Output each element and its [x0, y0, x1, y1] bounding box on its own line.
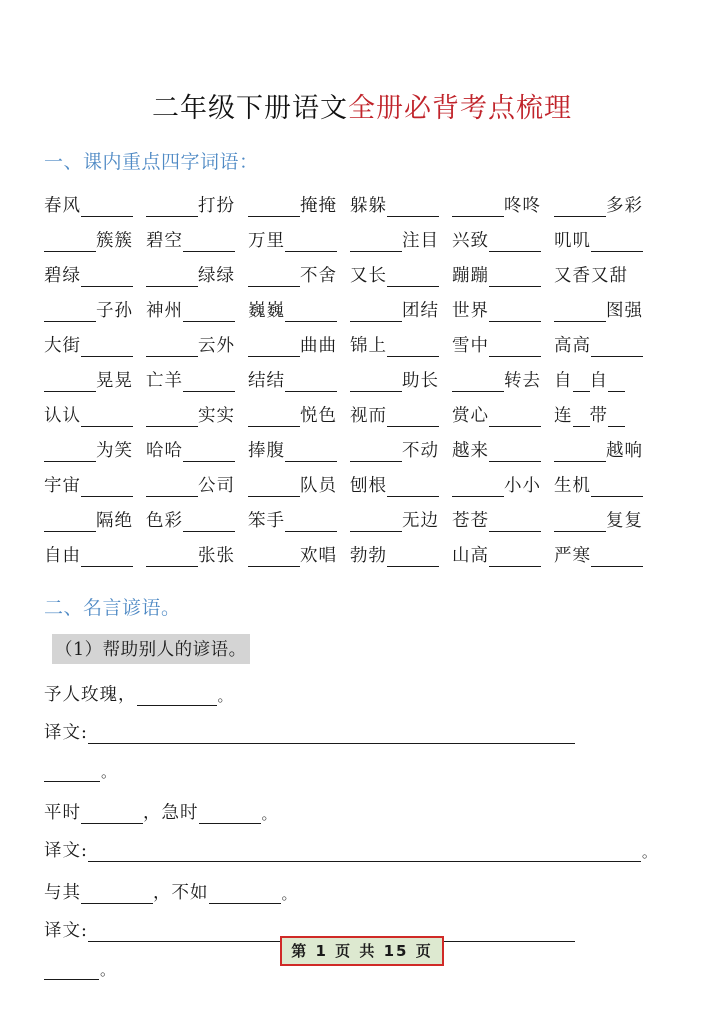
word-row	[44, 462, 680, 497]
proverb-3-mid: ，不如	[153, 883, 209, 903]
translation-label-1: 译文:	[44, 723, 88, 743]
word-blank[interactable]	[452, 200, 504, 217]
word-blank[interactable]	[489, 410, 541, 427]
proverb-block-2	[44, 786, 680, 862]
word-blank[interactable]	[81, 480, 133, 497]
word-blank[interactable]	[387, 270, 439, 287]
word-cell	[452, 332, 541, 357]
word-blank[interactable]	[452, 480, 504, 497]
word-row	[44, 287, 680, 322]
word-text: 越来	[452, 441, 489, 461]
word-cell	[554, 332, 643, 357]
word-cell	[554, 192, 643, 217]
word-blank[interactable]	[285, 375, 337, 392]
proverb-3-blank-2[interactable]	[209, 888, 281, 904]
translation-period-2: 。	[641, 843, 657, 861]
word-text: 小小	[504, 476, 541, 496]
word-text: 越响	[606, 441, 643, 461]
word-cell	[554, 262, 628, 287]
translation-label-2: 译文:	[44, 841, 88, 861]
word-text: 认认	[44, 406, 81, 426]
word-cell	[452, 542, 541, 567]
word-blank[interactable]	[248, 340, 300, 357]
proverb-3-line	[44, 866, 680, 904]
word-text: 世界	[452, 301, 489, 321]
word-cell	[44, 437, 133, 462]
translation-blank-2[interactable]	[88, 846, 641, 862]
word-blank[interactable]	[608, 410, 625, 427]
word-text: 团结	[402, 301, 439, 321]
word-cell	[452, 297, 541, 322]
word-text: 赏心	[452, 406, 489, 426]
word-cell	[248, 192, 337, 217]
word-cell	[452, 227, 541, 252]
word-blank[interactable]	[554, 445, 606, 462]
word-text: 叽叽	[554, 231, 591, 251]
word-cell	[350, 227, 439, 252]
proverb-1-translation-line	[44, 706, 680, 744]
word-text: 色彩	[146, 511, 183, 531]
word-text: 自	[554, 371, 573, 391]
word-cell	[146, 472, 235, 497]
word-text: 公司	[198, 476, 235, 496]
word-blank[interactable]	[248, 270, 300, 287]
proverb-2-blank-2[interactable]	[199, 808, 261, 824]
word-text: 万里	[248, 231, 285, 251]
word-cell	[554, 507, 643, 532]
word-cell	[146, 227, 235, 252]
page-title	[44, 86, 680, 125]
word-cell	[452, 472, 541, 497]
word-blank[interactable]	[248, 550, 300, 567]
word-blank[interactable]	[489, 445, 541, 462]
word-blank[interactable]	[591, 480, 643, 497]
word-text: 苍苍	[452, 511, 489, 531]
word-text: 结结	[248, 371, 285, 391]
word-blank[interactable]	[81, 410, 133, 427]
word-text: 锦上	[350, 336, 387, 356]
proverb-2-mid: ，急时	[143, 803, 199, 823]
word-cell	[350, 367, 439, 392]
word-cell	[554, 367, 625, 392]
word-text: 春风	[44, 196, 81, 216]
word-blank[interactable]	[81, 270, 133, 287]
word-text: 自	[589, 371, 608, 391]
word-cell	[248, 472, 337, 497]
word-text: 复复	[606, 511, 643, 531]
word-row	[44, 217, 680, 252]
word-text: 咚咚	[504, 196, 541, 216]
word-text: 捧腹	[248, 441, 285, 461]
word-blank[interactable]	[248, 200, 300, 217]
word-blank[interactable]	[554, 200, 606, 217]
word-cell	[452, 367, 541, 392]
word-blank[interactable]	[44, 445, 96, 462]
word-text: 队员	[300, 476, 337, 496]
word-blank[interactable]	[573, 410, 590, 427]
word-blank[interactable]	[146, 200, 198, 217]
translation-period-3: 。	[100, 961, 116, 979]
word-text: 无边	[402, 511, 439, 531]
word-text: 图强	[606, 301, 643, 321]
word-cell	[248, 437, 337, 462]
word-text: 云外	[198, 336, 235, 356]
word-text: 晃晃	[96, 371, 133, 391]
word-cell	[146, 437, 235, 462]
word-text: 又香又甜	[554, 266, 628, 286]
word-blank[interactable]	[350, 235, 402, 252]
proverb-3-period: 。	[281, 885, 297, 903]
word-blank[interactable]	[350, 445, 402, 462]
word-cell	[248, 262, 337, 287]
word-row	[44, 357, 680, 392]
word-blank[interactable]	[608, 375, 625, 392]
word-text: 又长	[350, 266, 387, 286]
word-text: 隔绝	[96, 511, 133, 531]
proverb-1-lead: 予人玫瑰，	[44, 685, 137, 705]
word-cell	[44, 332, 133, 357]
word-text: 悦色	[300, 406, 337, 426]
word-text: 带	[589, 406, 608, 426]
word-cell	[350, 437, 439, 462]
word-text: 自由	[44, 546, 81, 566]
word-blank[interactable]	[146, 480, 198, 497]
word-cell	[248, 297, 337, 322]
word-cell	[248, 402, 337, 427]
word-blank[interactable]	[387, 480, 439, 497]
word-blank[interactable]	[350, 375, 402, 392]
section-2-subheading: （1）帮助别人的谚语。	[52, 634, 250, 664]
proverb-3-blank-1[interactable]	[81, 888, 153, 904]
word-blank[interactable]	[183, 305, 235, 322]
word-cell	[350, 402, 439, 427]
word-row	[44, 392, 680, 427]
word-blank[interactable]	[591, 550, 643, 567]
word-blank[interactable]	[387, 550, 439, 567]
word-text: 大街	[44, 336, 81, 356]
translation-label-3: 译文:	[44, 921, 88, 941]
word-blank[interactable]	[248, 480, 300, 497]
proverb-1-translation-line-2	[44, 744, 680, 782]
word-text: 多彩	[606, 196, 643, 216]
word-text: 刨根	[350, 476, 387, 496]
word-text: 碧空	[146, 231, 183, 251]
word-text: 躲躲	[350, 196, 387, 216]
proverb-2-lead: 平时	[44, 803, 81, 823]
word-cell	[248, 542, 337, 567]
translation-blank-1b[interactable]	[44, 766, 100, 782]
word-row	[44, 322, 680, 357]
word-blank[interactable]	[387, 200, 439, 217]
word-blank[interactable]	[591, 235, 643, 252]
word-cell	[350, 472, 439, 497]
page-title-red: 全册必背考点梳理	[348, 93, 572, 124]
word-blank[interactable]	[489, 235, 541, 252]
word-blank[interactable]	[554, 515, 606, 532]
word-cell	[452, 192, 541, 217]
word-blank[interactable]	[146, 270, 198, 287]
word-cell	[44, 542, 133, 567]
word-row	[44, 427, 680, 462]
word-blank[interactable]	[387, 340, 439, 357]
translation-blank-1a[interactable]	[88, 728, 575, 744]
word-cell	[44, 472, 133, 497]
word-text: 笨手	[248, 511, 285, 531]
word-text: 巍巍	[248, 301, 285, 321]
word-blank[interactable]	[146, 550, 198, 567]
word-row	[44, 532, 680, 567]
word-blank[interactable]	[489, 550, 541, 567]
word-blank[interactable]	[81, 340, 133, 357]
proverb-1-line	[44, 668, 680, 706]
translation-period-1: 。	[101, 763, 117, 781]
word-cell	[146, 192, 235, 217]
word-cell	[44, 192, 133, 217]
word-cell	[554, 402, 625, 427]
word-cell	[554, 297, 643, 322]
section-2-heading: 二、名言谚语。	[44, 597, 181, 619]
word-cell	[452, 402, 541, 427]
four-char-word-list	[44, 182, 680, 567]
page-number-badge: 第 1 页 共 15 页	[280, 936, 443, 966]
word-text: 哈哈	[146, 441, 183, 461]
word-blank[interactable]	[387, 410, 439, 427]
word-text: 神州	[146, 301, 183, 321]
section-1-heading: 一、课内重点四字词语：	[44, 151, 259, 173]
word-text: 碧绿	[44, 266, 81, 286]
word-blank[interactable]	[350, 305, 402, 322]
word-blank[interactable]	[146, 340, 198, 357]
proverb-2-blank-1[interactable]	[81, 808, 143, 824]
word-text: 绿绿	[198, 266, 235, 286]
proverb-block-1	[44, 668, 680, 782]
word-blank[interactable]	[183, 515, 235, 532]
word-cell	[554, 472, 643, 497]
word-cell	[146, 262, 235, 287]
word-blank[interactable]	[285, 305, 337, 322]
proverb-1-period: 。	[217, 687, 233, 705]
proverb-2-translation-line	[44, 824, 680, 862]
page-footer	[0, 936, 724, 966]
word-text: 掩掩	[300, 196, 337, 216]
word-blank[interactable]	[285, 445, 337, 462]
word-cell	[146, 402, 235, 427]
word-text: 勃勃	[350, 546, 387, 566]
word-cell	[554, 542, 643, 567]
word-blank[interactable]	[285, 235, 337, 252]
word-cell	[350, 542, 439, 567]
word-text: 兴致	[452, 231, 489, 251]
word-cell	[44, 227, 133, 252]
word-text: 转去	[504, 371, 541, 391]
word-text: 宇宙	[44, 476, 81, 496]
word-blank[interactable]	[452, 375, 504, 392]
word-text: 蹦蹦	[452, 266, 489, 286]
word-text: 助长	[402, 371, 439, 391]
word-blank[interactable]	[81, 550, 133, 567]
word-blank[interactable]	[489, 340, 541, 357]
word-cell	[146, 332, 235, 357]
word-cell	[350, 332, 439, 357]
word-blank[interactable]	[44, 375, 96, 392]
word-cell	[248, 227, 337, 252]
word-cell	[350, 262, 439, 287]
word-text: 雪中	[452, 336, 489, 356]
translation-blank-3b[interactable]	[44, 964, 99, 980]
word-cell	[44, 507, 133, 532]
word-text: 簇簇	[96, 231, 133, 251]
word-blank[interactable]	[146, 410, 198, 427]
word-cell	[452, 507, 541, 532]
word-text: 为笑	[96, 441, 133, 461]
word-cell	[452, 262, 541, 287]
word-blank[interactable]	[554, 305, 606, 322]
word-cell	[44, 367, 133, 392]
word-text: 打扮	[198, 196, 235, 216]
proverb-1-blank[interactable]	[137, 690, 217, 706]
word-cell	[44, 297, 133, 322]
word-blank[interactable]	[183, 445, 235, 462]
word-text: 连	[554, 406, 573, 426]
word-text: 曲曲	[300, 336, 337, 356]
word-text: 不舍	[300, 266, 337, 286]
proverb-3-lead: 与其	[44, 883, 81, 903]
word-cell	[146, 542, 235, 567]
word-blank[interactable]	[248, 410, 300, 427]
word-cell	[248, 332, 337, 357]
word-cell	[248, 367, 337, 392]
word-cell	[44, 262, 133, 287]
word-cell	[146, 367, 235, 392]
word-blank[interactable]	[81, 200, 133, 217]
word-cell	[452, 437, 541, 462]
word-blank[interactable]	[489, 515, 541, 532]
word-cell	[350, 192, 439, 217]
word-cell	[554, 227, 643, 252]
word-text: 高高	[554, 336, 591, 356]
word-blank[interactable]	[183, 235, 235, 252]
word-blank[interactable]	[285, 515, 337, 532]
word-text: 不动	[402, 441, 439, 461]
word-cell	[350, 507, 439, 532]
word-blank[interactable]	[183, 375, 235, 392]
word-row	[44, 252, 680, 287]
word-text: 注目	[402, 231, 439, 251]
word-text: 视而	[350, 406, 387, 426]
word-cell	[350, 297, 439, 322]
word-cell	[44, 402, 133, 427]
word-row	[44, 497, 680, 532]
word-text: 子孙	[96, 301, 133, 321]
word-text: 张张	[198, 546, 235, 566]
word-text: 严寒	[554, 546, 591, 566]
word-blank[interactable]	[44, 515, 96, 532]
proverb-2-period: 。	[261, 805, 277, 823]
word-cell	[248, 507, 337, 532]
word-cell	[146, 297, 235, 322]
word-text: 实实	[198, 406, 235, 426]
proverb-2-line	[44, 786, 680, 824]
word-row	[44, 182, 680, 217]
word-blank[interactable]	[573, 375, 590, 392]
word-text: 欢唱	[300, 546, 337, 566]
word-blank[interactable]	[350, 515, 402, 532]
word-text: 生机	[554, 476, 591, 496]
page-title-black: 二年级下册语文	[152, 93, 348, 124]
word-blank[interactable]	[489, 270, 541, 287]
word-blank[interactable]	[44, 235, 96, 252]
word-blank[interactable]	[591, 340, 643, 357]
word-cell	[554, 437, 643, 462]
word-blank[interactable]	[489, 305, 541, 322]
word-text: 山高	[452, 546, 489, 566]
word-cell	[146, 507, 235, 532]
word-text: 亡羊	[146, 371, 183, 391]
word-blank[interactable]	[44, 305, 96, 322]
